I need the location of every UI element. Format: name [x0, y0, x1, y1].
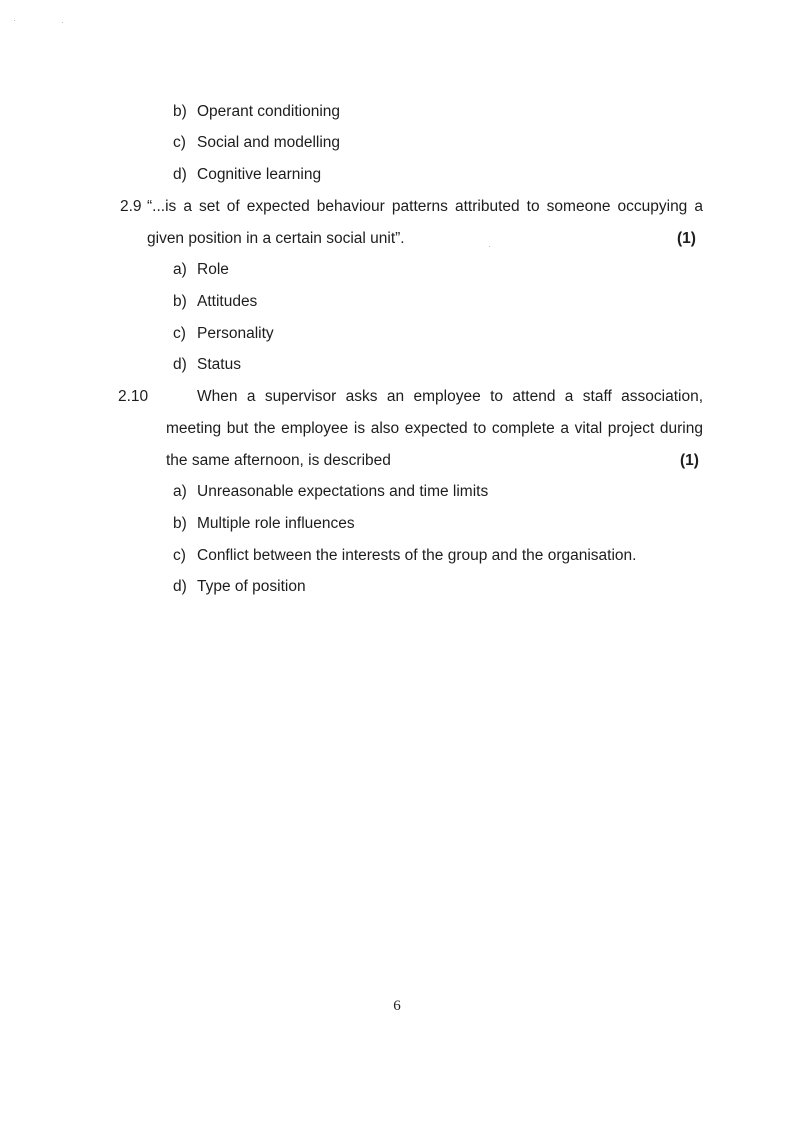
option-a	[173, 482, 488, 502]
option-text: Conflict between the interests of the group and the organisation.	[197, 547, 637, 564]
option-text: Status	[197, 356, 241, 373]
question-stem-line: given position in a certain social unit”.	[147, 230, 405, 247]
question-number: 2.9	[120, 198, 142, 215]
scan-speck	[489, 246, 490, 247]
scan-speck	[62, 22, 63, 23]
option-letter: b)	[173, 103, 187, 120]
option-letter: d)	[173, 578, 187, 595]
option-b	[173, 292, 257, 312]
option-letter: a)	[173, 261, 187, 278]
option-d	[173, 577, 306, 597]
option-text: Multiple role influences	[197, 515, 355, 532]
option-c	[173, 324, 274, 344]
option-letter: c)	[173, 134, 186, 151]
option-text: Operant conditioning	[197, 103, 341, 120]
mark-allocation: (1)	[677, 230, 696, 247]
option-letter: b)	[173, 293, 187, 310]
option-letter: c)	[173, 325, 186, 342]
option-d	[173, 165, 321, 185]
mark-allocation: (1)	[680, 452, 699, 469]
question-stem-line: When a supervisor asks an employee to attend a staff association,	[197, 388, 703, 405]
option-text: Personality	[197, 325, 274, 342]
option-text: Social and modelling	[197, 134, 341, 151]
option-text: Unreasonable expectations and time limits	[197, 483, 489, 500]
option-b	[173, 102, 340, 122]
option-text: Attitudes	[197, 293, 258, 310]
option-c	[173, 546, 636, 566]
option-letter: a)	[173, 483, 187, 500]
option-letter: d)	[173, 166, 187, 183]
page-number: 6	[393, 998, 401, 1014]
option-b	[173, 514, 355, 534]
option-text: Cognitive learning	[197, 166, 322, 183]
question-number: 2.10	[118, 388, 149, 405]
option-a	[173, 260, 229, 280]
option-text: Type of position	[197, 578, 306, 595]
option-text: Role	[197, 261, 229, 278]
option-letter: b)	[173, 515, 187, 532]
question-stem-line: the same afternoon, is described	[166, 452, 391, 469]
question-stem-line: meeting but the employee is also expected to complete a vital project during	[166, 420, 703, 437]
option-d	[173, 355, 241, 375]
option-letter: d)	[173, 356, 187, 373]
option-c	[173, 133, 340, 153]
scan-speck	[14, 20, 15, 21]
option-letter: c)	[173, 547, 186, 564]
question-stem-line: “...is a set of expected behaviour patterns attributed to someone occupying a	[147, 198, 703, 215]
